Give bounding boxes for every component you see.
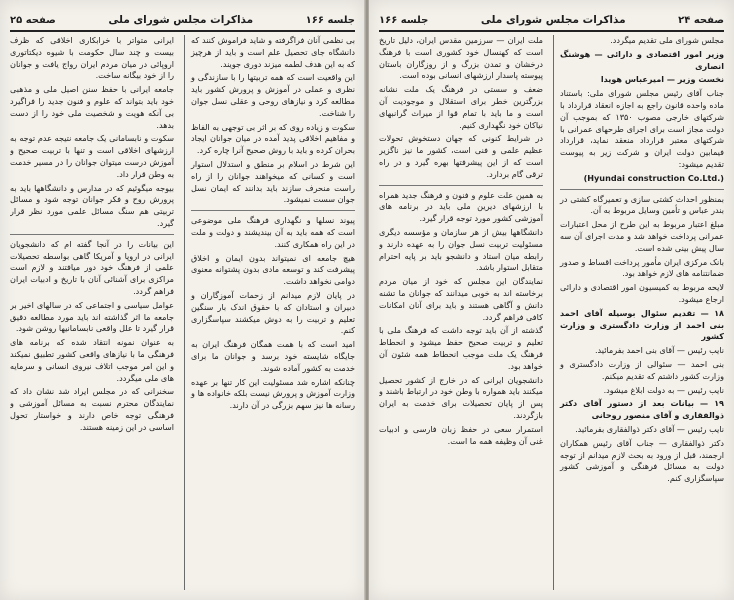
paragraph: ملت ایران — سرزمین مقدس ایران، دلیل تاریخ است که کهنسال خود کشوری است با فرهنگ درخشان و تمدن بزرگ و از روزگاران باستان پیوسته پاسدار ارزشهای انسانی بوده است. — [379, 35, 543, 81]
section-heading: ۱۸ — تقدیم سئوال بوسیله آقای احمد بنی احمد از وزارت دادگستری و وزارت کشور — [560, 307, 724, 342]
paragraph: در شرایط کنونی که جهان دستخوش تحولات عظیم علمی و فنی است، کشور ما نیز ناگزیر است که از این پیشرفتها بهره گیرد و در راه ترقی گام بردارد. — [379, 133, 543, 179]
right-page — [369, 0, 734, 600]
left-page-header — [10, 10, 355, 32]
paragraph: استمرار سعی در حفظ زبان فارسی و ادبیات غنی آن وظیفه همه ما است. — [379, 423, 543, 446]
section-divider — [379, 185, 543, 186]
left-page-columns — [10, 35, 355, 590]
left-page-title: مذاکرات مجلس شورای ملی — [108, 14, 254, 26]
left-column-right — [184, 35, 355, 590]
right-page-title: مذاکرات مجلس شورای ملی — [480, 14, 626, 26]
section-divider — [560, 189, 724, 190]
paragraph: مجلس شورای ملی تقدیم میگردد. — [610, 35, 724, 45]
paragraph: نمایندگان این مجلس که خود از میان مردم برخاسته اند به خوبی میدانند که جوانان ما تشنه دانش و آگاهی هستند و باید برای آنان امکانات کافی فراهم گردد. — [379, 276, 543, 322]
left-page — [0, 0, 365, 600]
paragraph: سکوت و زیاده روی که بر اثر بی توجهی به الفاظ و مفاهیم اخلاقی پدید آمده در میان جوانان ایجاد بحران کرده و باید با روش صحیح آنرا چاره کرد. — [191, 121, 355, 156]
paragraph: گذشته از آن باید توجه داشت که فرهنگ ملی با تعلیم و تربیت صحیح حفظ میشود و انحطاط فرهنگ یک ملت موجب انحطاط همه شئون آن خواهد بود. — [379, 325, 543, 371]
paragraph: سکوت و نابسامانی یک جامعه نتیجه عدم توجه به ارزشهای اخلاقی است و تنها با تربیت صحیح و آموزش درست میتوان جوانان را در مسیر خدمت به وطن قرار داد. — [10, 133, 174, 179]
paragraph: این شرط در اسلام بر منطق و استدلال استوار است و کسانی که میخواهند جوانان را از راه راست منحرف سازند باید بدانند که ایمان نسل جوان سست نمیشود. — [191, 158, 355, 205]
paragraph: دانشگاهها بیش از هر سازمان و مؤسسه دیگری مسئولیت تربیت نسل جوان را به عهده دارند و رابطه میان استاد و دانشجو باید بر پایه احترام متقابل استوار باشد. — [379, 226, 543, 273]
paragraph: دانشجویان ایرانی که در خارج از کشور تحصیل میکنند باید همواره با وطن خود در ارتباط باشند و پس از پایان تحصیلات برای خدمت به ایران بازگردند. — [379, 374, 543, 420]
section-divider — [10, 234, 174, 235]
paragraph: چنانکه اشاره شد مسئولیت این کار تنها بر عهده وزارت آموزش و پرورش نیست بلکه خانواده ها و رسانه ها نیز سهم بزرگی در آن دارند. — [191, 376, 355, 411]
paragraph: عوامل سیاسی و اجتماعی که در سالهای اخیر بر جامعه ما اثر گذاشته اند باید مورد مطالعه دقیق قرار گیرد تا علل واقعی نابسامانیها روشن شود. — [10, 299, 174, 334]
paragraph: نایب رئیس — به دولت ابلاغ میشود. — [603, 384, 724, 395]
paragraph: این بیانات را در آنجا گفته ام که دانشجویان ایرانی در اروپا و آمریکا گاهی بواسطه تحصیلات علمی از فرهنگ خود دور میافتند و لازم است مراکزی برای آشنائی آنان با تاریخ و ادبیات ایران فراهم گردد. — [10, 238, 174, 296]
paragraph: به عنوان نمونه انتقاد شده که برنامه های فرهنگی ما با نیازهای واقعی کشور تطبیق نمیکند و این امر موجب اتلاف نیروی انسانی و سرمایه های ملی میگردد. — [10, 337, 174, 383]
section-heading: ۱۹ — بیانات بعد از دستور آقای دکتر ذوالفقاری و آقای منصور روحانی — [560, 398, 724, 421]
paragraph: هیچ جامعه ای نمیتواند بدون ایمان و اخلاق پیشرفت کند و توسعه مادی بدون پشتوانه معنوی دوامی نخواهد داشت. — [191, 252, 355, 287]
paragraph: این واقعیت است که همه تربیتها را با سازندگی و نظری و عملی در آموزش و پرورش کشور باید مطالعه کرد و نیازهای روحی و عقلی نسل جوان را شناخت. — [191, 72, 355, 118]
paragraph: بمنظور احداث کشتی سازی و تعمیرگاه کشتی در بندر عباس و تأمین وسایل مربوط به آن. — [560, 193, 724, 216]
right-page-header — [379, 10, 724, 32]
paragraph: سخنرانی که در مجلس ایراد شد نشان داد که نمایندگان محترم نسبت به مسائل آموزشی و فرهنگی توجه خاص دارند و خواستار تحول اساسی در این زمینه هستند. — [10, 386, 174, 432]
right-column-left — [379, 35, 543, 590]
paragraph: دکتر ذوالفقاری — جناب آقای رئیس همکاران ارجمند، قبل از ورود به بحث لازم میدانم از توجه دولت به مسائل فرهنگی و آموزشی کشور سپاسگزاری کنم. — [560, 437, 724, 484]
paragraph: جناب آقای رئیس مجلس شورای ملی: باستناد ماده واحده قانون راجع به اجازه انعقاد قرارداد با شرکتهای خارجی مصوب ۱۳۵۰ که بموجب آن دولت مجاز است برای اجرای طرحهای عمرانی با شرکتهای معتبر قرارداد منعقد نماید، قرارداد فیمابین دولت ایران و شرکت زیر به پیوست تقدیم میشود: — [560, 88, 724, 169]
signature-line: وزیر امور اقتصادی و دارائی — هوشنگ انصاری — [560, 48, 724, 71]
paragraph: بنی احمد — سئوالی از وزارت دادگستری و وزارت کشور داشتم که تقدیم میکنم. — [560, 358, 724, 381]
paragraph: در پایان لازم میدانم از زحمات آموزگاران و دبیران و استادان که با حقوق اندک بار سنگین تعلیم و تربیت را به دوش میکشند سپاسگزاری کنم. — [191, 289, 355, 336]
right-page-columns — [379, 35, 724, 590]
paragraph: بی نظمی آنان فراگرفته و شاید فراموش کنند که دانشگاه جای تحصیل علم است و باید از هرچیز که به این هدف لطمه میزند دوری جویند. — [191, 35, 355, 69]
signature-line: نخست وزیر — امیرعباس هویدا — [600, 74, 724, 85]
right-column-right — [553, 35, 724, 590]
company-name-latin: (Hyundai construction Co.Ltd.) — [583, 172, 724, 183]
paragraph: مبلغ اعتبار مربوط به این طرح از محل اعتبارات عمرانی پرداخت خواهد شد و مدت اجرای آن سه سال پیش بینی شده است. — [560, 219, 724, 253]
paragraph: نایب رئیس — آقای بنی احمد بفرمائید. — [594, 345, 724, 356]
right-session-label: جلسه ۱۶۶ — [379, 14, 429, 26]
company-note-line — [560, 173, 724, 185]
paragraph: لایحه مربوط به کمیسیون امور اقتصادی و دارائی ارجاع میشود. — [560, 282, 724, 304]
section-divider — [191, 210, 355, 211]
paragraph: بیوجه میگوئیم که در مدارس و دانشگاهها باید به پرورش روح و فکر جوانان توجه شود و مسائل تربیتی هم سنگ مسائل علمی مورد نظر قرار گیرد. — [10, 182, 174, 228]
paragraph: جامعه ایرانی با حفظ سنن اصیل ملی و مذهبی خود باید بتواند که علوم و فنون جدید را فراگیرد بی آنکه هویت و شخصیت ملی خود را از دست بدهد. — [10, 84, 174, 130]
right-page-number: صفحه ۲۴ — [678, 14, 724, 26]
left-session-label: جلسه ۱۶۶ — [305, 14, 355, 26]
paragraph: پیوند نسلها و نگهداری فرهنگ ملی موضوعی است که همه باید به آن بیندیشند و دولت و ملت در این راه همکاری کنند. — [191, 215, 355, 249]
paragraph: ایرانی متواتر با خرابکاری اخلاقی که ظرف بیست و چند سال حکومت با شیوه دیکتاتوری اروپائی در میان مردم ایران رواج یافت و جوانان را از خود بیگانه ساخت. — [10, 35, 174, 81]
left-page-number: صفحه ۲۵ — [10, 14, 56, 26]
left-column-left — [10, 35, 174, 590]
paragraph: نایب رئیس — آقای دکتر ذوالفقاری بفرمائید. — [575, 423, 724, 434]
paragraph: به همین علت علوم و فنون و فرهنگ جدید همراه با ارزشهای دیرین ملی باید در برنامه های آموزشی کشور مورد توجه قرار گیرد. — [379, 189, 543, 224]
paragraph: ضعف و سستی در فرهنگ یک ملت نشانه بزرگترین خطر برای استقلال و موجودیت آن است و ما باید با تمام قوا از میراث گرانبهای نیاکان خود نگهداری کنیم. — [379, 84, 543, 130]
paragraph: امید است که با همت همگان فرهنگ ایران به جایگاه شایسته خود برسد و جوانان ما برای خدمت به کشور آماده شوند. — [191, 339, 355, 373]
paragraph: بانک مرکزی ایران مأمور پرداخت اقساط و صدور ضمانتنامه های لازم خواهد بود. — [560, 256, 724, 279]
